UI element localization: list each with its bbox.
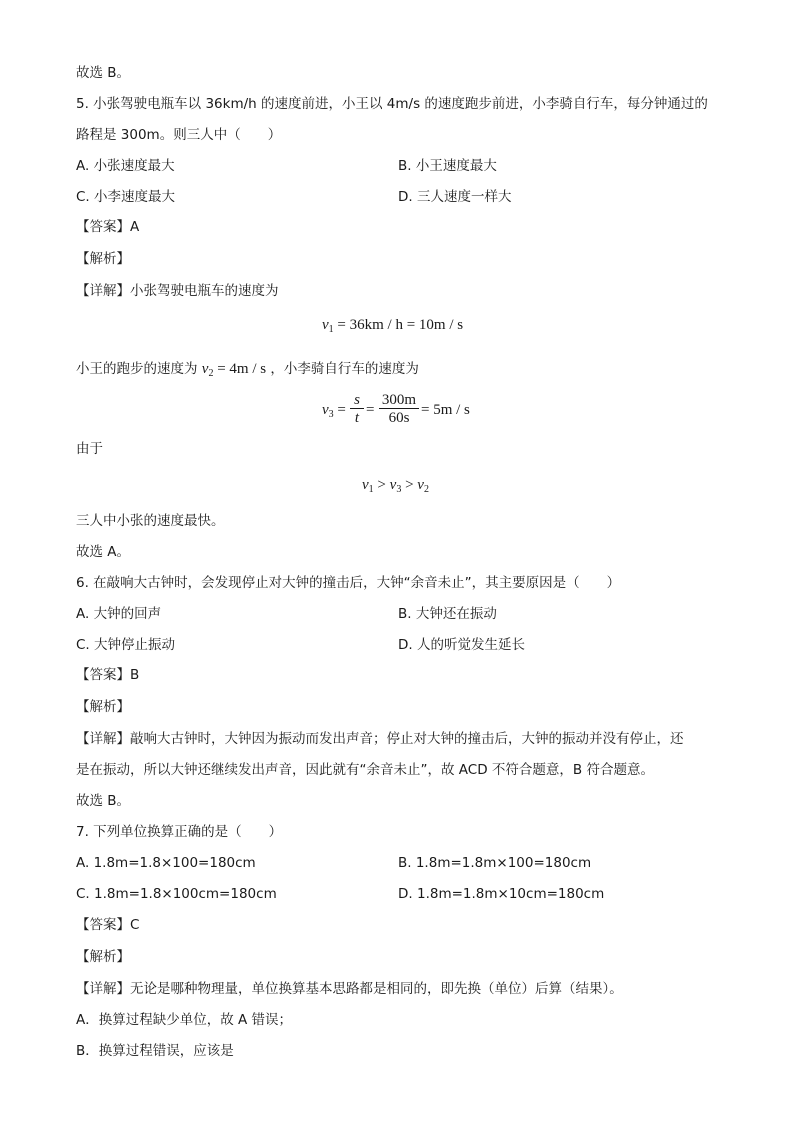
selection-text: 故选 A。 <box>76 544 131 560</box>
selection-text: 故选 B。 <box>76 793 131 809</box>
explanation-b: B．换算过程错误，应该是 <box>76 1043 234 1059</box>
inline-equation-v2: $v_2 = 4m / s$ <box>201 361 267 379</box>
detail-text: 由于 <box>76 441 103 457</box>
question-7-stem: 7. 下列单位换算正确的是（ ） <box>76 824 283 840</box>
option-c: C. 小李速度最大 <box>76 189 176 205</box>
detail-text: 【详解】无论是哪种物理量，单位换算基本思路都是相同的，即先换（单位）后算（结果）。 <box>76 981 623 997</box>
option-b: B. 1.8m=1.8m×100=180cm <box>398 855 592 871</box>
analysis-label: 【解析】 <box>76 251 130 267</box>
option-a: A. 小张速度最大 <box>76 158 175 174</box>
option-a: A. 1.8m=1.8×100=180cm <box>76 855 256 871</box>
option-b: B. 大钟还在振动 <box>398 606 497 622</box>
detail-text: 【详解】敲响大古钟时，大钟因为振动而发出声音；停止对大钟的撞击后，大钟的振动并没有停止，还 <box>76 731 684 747</box>
option-c: C. 1.8m=1.8×100cm=180cm <box>76 886 277 902</box>
answer-label: 【答案】C <box>76 917 140 933</box>
equation-inequality: $v_1 > v_3 > v_2$ <box>362 477 429 495</box>
equation-v1: $v_1 = 36km / h = 10m / s$ <box>322 317 464 335</box>
analysis-label: 【解析】 <box>76 949 130 965</box>
option-d: D. 三人速度一样大 <box>398 189 512 205</box>
text-line: 故选 B。 <box>76 65 131 81</box>
question-5-stem: 5. 小张驾驶电瓶车以 36km/h 的速度前进，小王以 4m/s 的速度跑步前进，小李骑自行车，每分钟通过的 <box>76 96 708 112</box>
option-c: C. 大钟停止振动 <box>76 637 176 653</box>
analysis-label: 【解析】 <box>76 699 130 715</box>
explanation-a: A．换算过程缺少单位，故 A 错误； <box>76 1012 293 1028</box>
option-d: D. 1.8m=1.8m×10cm=180cm <box>398 886 605 902</box>
option-d: D. 人的听觉发生延长 <box>398 637 525 653</box>
detail-text: 【详解】小张驾驶电瓶车的速度为 <box>76 283 279 299</box>
question-5-stem-cont: 路程是 300m。则三人中（ ） <box>76 127 282 143</box>
option-b: B. 小王速度最大 <box>398 158 497 174</box>
answer-label: 【答案】A <box>76 219 140 235</box>
conclusion-text: 三人中小张的速度最快。 <box>76 513 225 529</box>
detail-text-wang: 小王的跑步的速度为 $v_2 = 4m / s$ ，小李骑自行车的速度为 <box>76 361 419 379</box>
question-6-stem: 6. 在敲响大古钟时，会发现停止对大钟的撞击后，大钟“余音未止”，其主要原因是（ ） <box>76 575 621 591</box>
option-a: A. 大钟的回声 <box>76 606 162 622</box>
answer-label: 【答案】B <box>76 667 140 683</box>
detail-text-cont: 是在振动，所以大钟还继续发出声音，因此就有“余音未止”，故 ACD 不符合题意，B 符合题意。 <box>76 762 654 778</box>
